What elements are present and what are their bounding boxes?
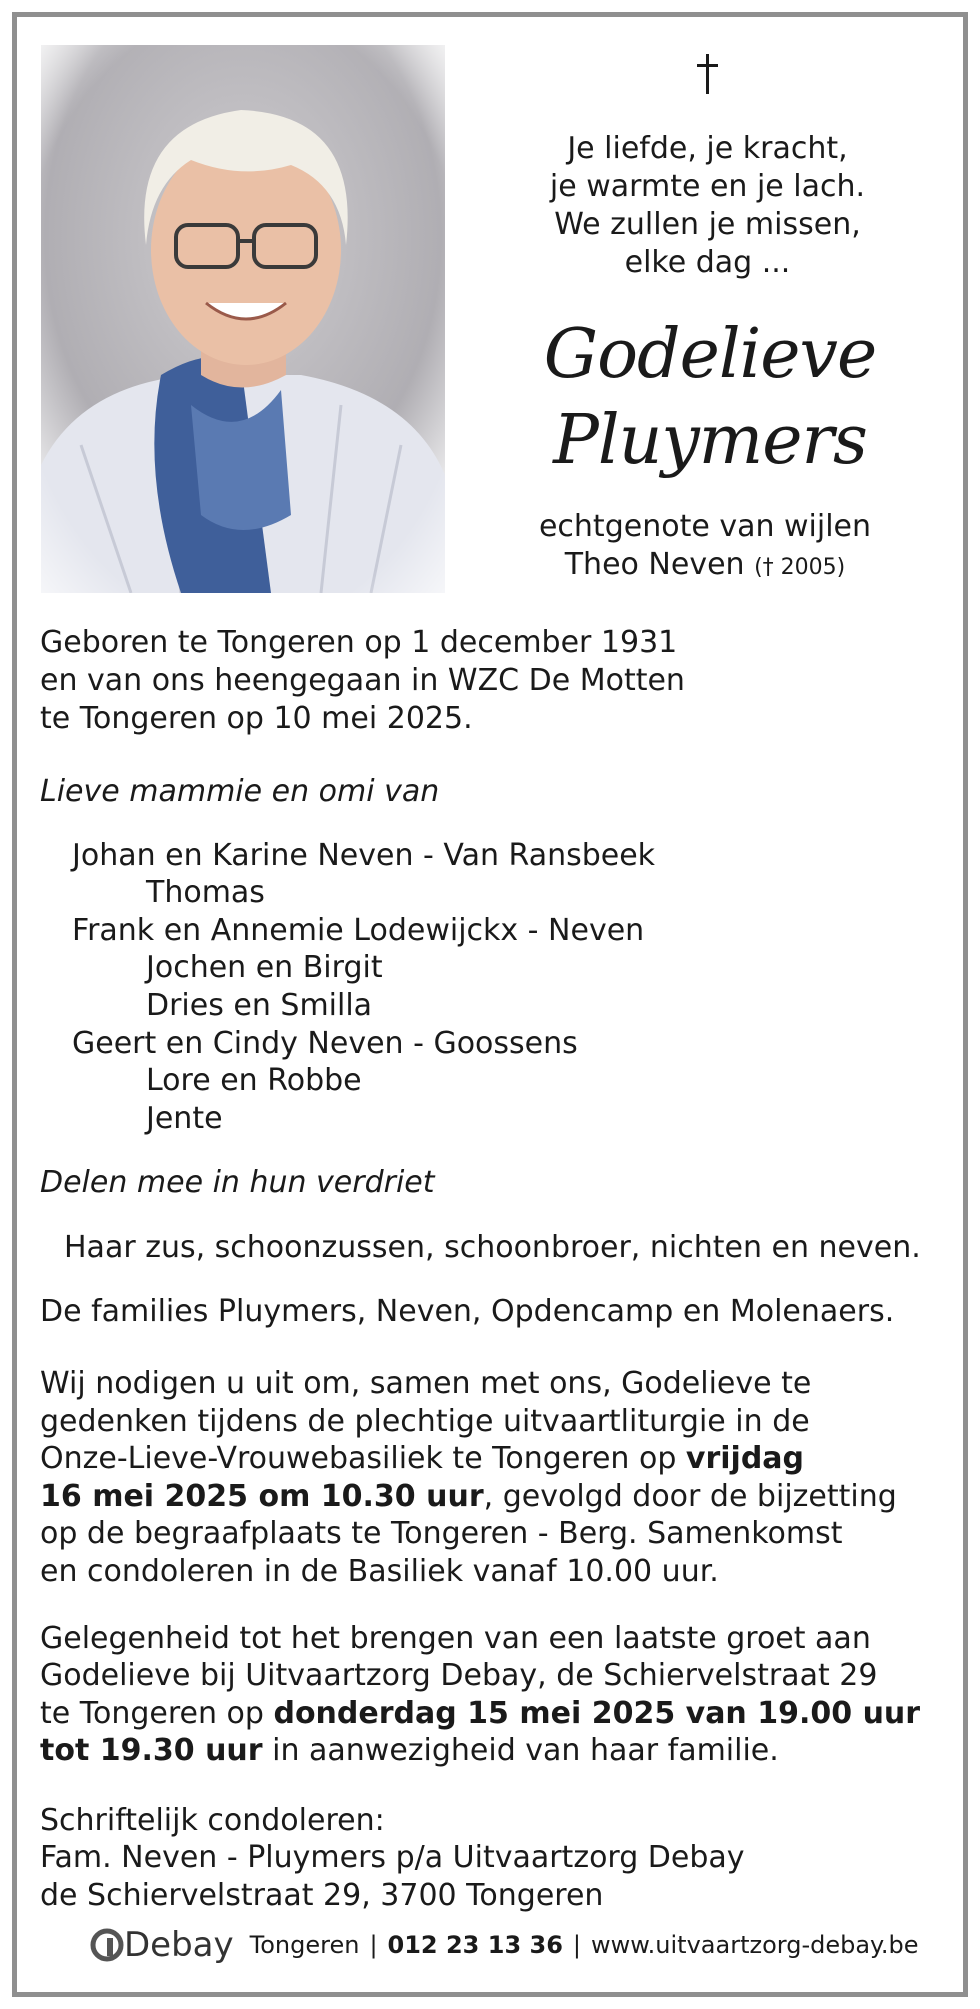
family-child: Jente xyxy=(146,1101,223,1136)
family-child: Lore en Robbe xyxy=(146,1063,362,1098)
ceremony-line: Onze-Lieve-Vrouwebasiliek te Tongeren op vrijdag xyxy=(40,1441,805,1476)
birth-line: en van ons heengegaan in WZC De Motten xyxy=(40,663,685,698)
spouse-line: echtgenote van wijlen xyxy=(538,509,872,544)
cross-icon xyxy=(692,52,724,96)
ceremony-date: 16 mei 2025 om 10.30 uur xyxy=(40,1479,484,1514)
last-name: Pluymers xyxy=(553,401,867,480)
brand-name: Debay xyxy=(124,1925,234,1965)
condolence-title: Schriftelijk condoleren: xyxy=(40,1803,385,1838)
poem xyxy=(480,130,935,282)
poem-line: elke dag ... xyxy=(624,245,791,280)
spouse-info xyxy=(490,508,920,587)
ceremony-line: en condoleren in de Basiliek vanaf 10.00 uur. xyxy=(40,1554,719,1589)
debay-logo-icon xyxy=(90,1928,124,1962)
poem-line: Je liefde, je kracht, xyxy=(567,131,848,166)
footer xyxy=(90,1920,918,1970)
ceremony-line: 16 mei 2025 om 10.30 uur, gevolgd door de bijzetting xyxy=(40,1479,897,1514)
portrait-photo xyxy=(41,45,445,593)
farewell-line: Gelegenheid tot het brengen van een laatste groet aan xyxy=(40,1621,871,1656)
family-child: Dries en Smilla xyxy=(146,988,373,1023)
footer-city: Tongeren xyxy=(249,1931,360,1959)
condolence-address: Fam. Neven - Pluymers p/a Uitvaartzorg Debay xyxy=(40,1840,745,1875)
deceased-name xyxy=(500,312,920,484)
condolence-address: de Schiervelstraat 29, 3700 Tongeren xyxy=(40,1878,604,1913)
poem-line: We zullen je missen, xyxy=(554,207,861,242)
spouse-name: Theo Neven xyxy=(564,547,745,582)
poem-line: je warmte en je lach. xyxy=(549,169,866,204)
farewell-datetime: donderdag 15 mei 2025 van 19.00 uur xyxy=(273,1696,921,1731)
footer-website[interactable]: www.uitvaartzorg-debay.be xyxy=(590,1931,919,1959)
ceremony-line: op de begraafplaats te Tongeren - Berg. Samenkomst xyxy=(40,1516,843,1551)
families-line: De families Pluymers, Neven, Opdencamp en Molenaers. xyxy=(40,1294,895,1329)
family-parents: Geert en Cindy Neven - Goossens xyxy=(72,1026,578,1061)
family-intro: Lieve mammie en omi van xyxy=(40,774,440,809)
farewell-end-time: tot 19.30 uur xyxy=(40,1733,263,1768)
footer-separator: | xyxy=(572,1931,581,1959)
farewell-line: Godelieve bij Uitvaartzorg Debay, de Schiervelstraat 29 xyxy=(40,1658,878,1693)
footer-phone: 012 23 13 36 xyxy=(387,1931,563,1959)
ceremony-day: vrijdag xyxy=(685,1441,805,1476)
debay-logo xyxy=(90,1925,234,1965)
first-name: Godelieve xyxy=(543,315,877,394)
family-parents: Frank en Annemie Lodewijckx - Neven xyxy=(72,913,645,948)
footer-separator: | xyxy=(369,1931,378,1959)
birth-line: te Tongeren op 10 mei 2025. xyxy=(40,701,473,736)
birth-line: Geboren te Tongeren op 1 december 1931 xyxy=(40,625,678,660)
family-parents: Johan en Karine Neven - Van Ransbeek xyxy=(72,838,656,873)
farewell-line: tot 19.30 uur in aanwezigheid van haar familie. xyxy=(40,1733,779,1768)
spouse-death-note: († 2005) xyxy=(754,555,846,580)
ceremony-line: Wij nodigen u uit om, samen met ons, Godelieve te xyxy=(40,1366,812,1401)
ceremony-line: gedenken tijdens de plechtige uitvaartliturgie in de xyxy=(40,1404,810,1439)
family-child: Thomas xyxy=(146,875,265,910)
relatives-line: Haar zus, schoonzussen, schoonbroer, nichten en neven. xyxy=(64,1230,921,1265)
family-child: Jochen en Birgit xyxy=(146,950,383,985)
farewell-line: te Tongeren op donderdag 15 mei 2025 van 19.00 uur xyxy=(40,1696,921,1731)
grief-intro: Delen mee in hun verdriet xyxy=(40,1165,435,1200)
